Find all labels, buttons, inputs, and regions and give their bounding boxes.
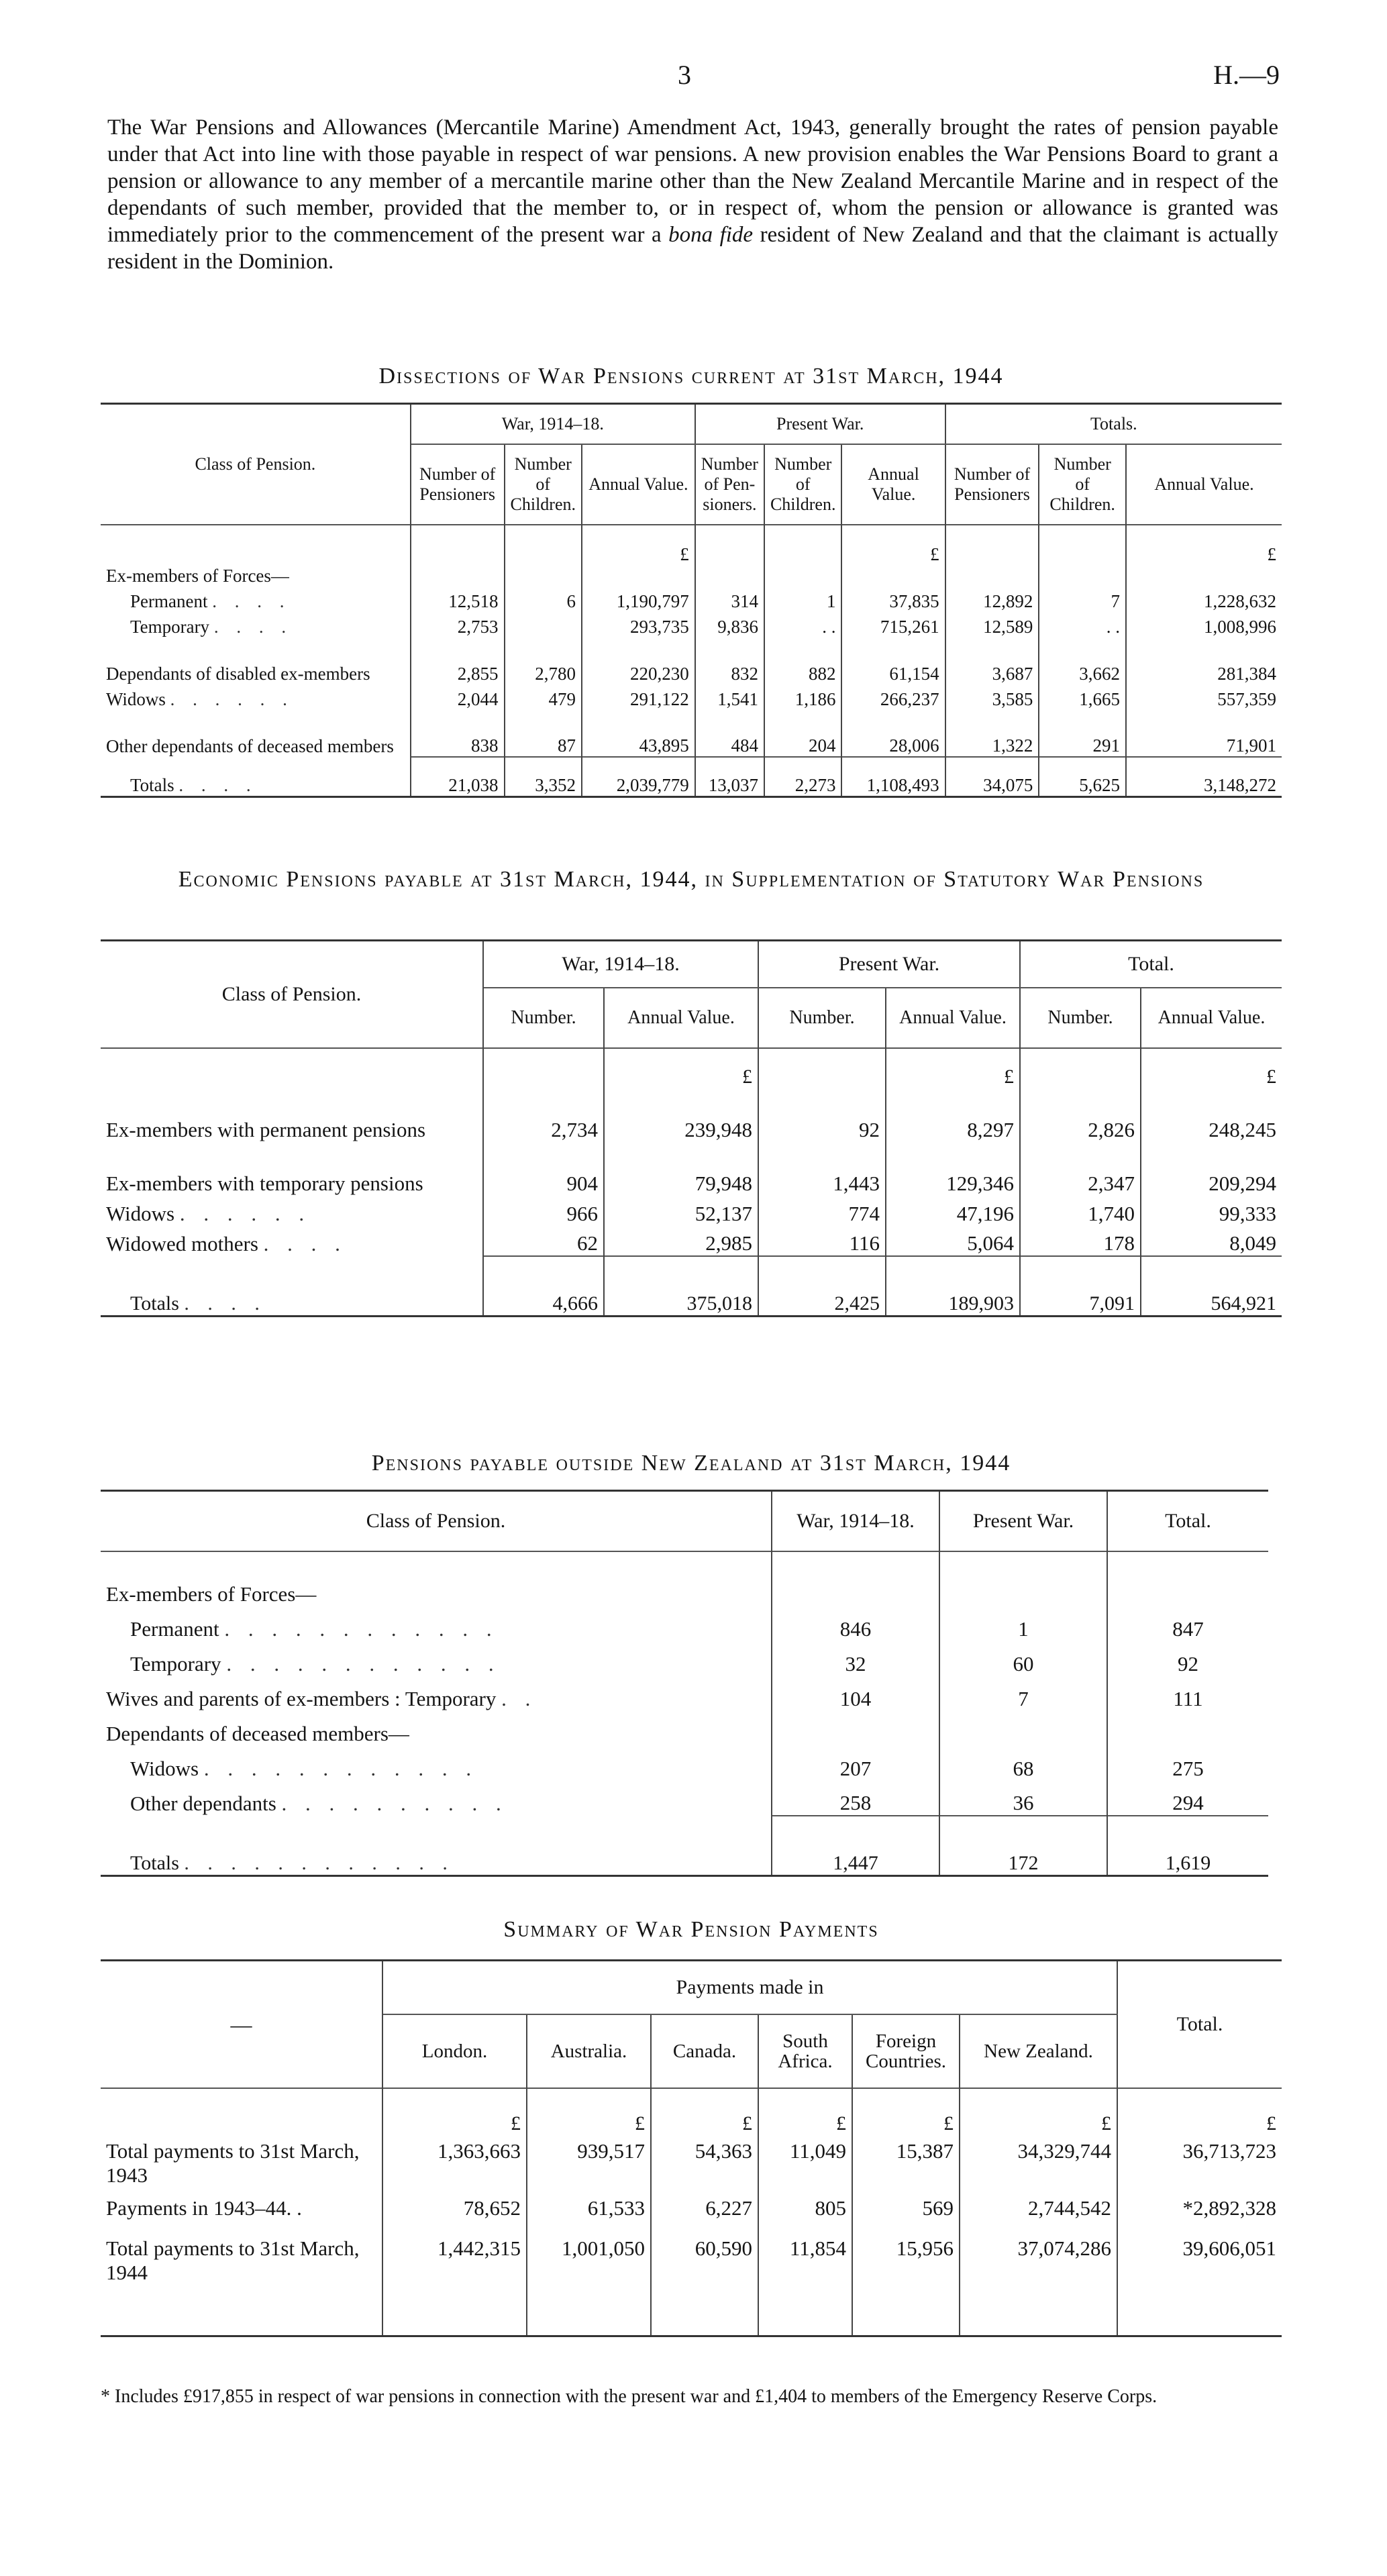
- t1-cell: 12,589: [945, 612, 1039, 637]
- t3-cell: 104: [772, 1676, 939, 1711]
- t4-total-cell: 39,606,051: [1182, 2236, 1276, 2260]
- t1-row-label: [101, 586, 411, 612]
- t3-cell: 36: [939, 1781, 1107, 1816]
- table-row: [101, 1572, 1268, 1606]
- t2-cell: 8,049: [1229, 1231, 1276, 1255]
- row-label-text: Other dependants of deceased members: [106, 735, 394, 756]
- currency-symbol: £: [1267, 544, 1276, 564]
- row-label-text: Ex-members of Forces—: [106, 1582, 317, 1606]
- t1-cell: 2,753: [411, 612, 505, 637]
- t2-sub-header: Number.: [758, 988, 886, 1048]
- table-row: [101, 2192, 1282, 2232]
- t1-sub-header: Number of Children.: [505, 444, 582, 525]
- t3-cell: 32: [772, 1641, 939, 1676]
- t1-cell: 479: [505, 684, 582, 710]
- t2-total-cell: 2,425: [758, 1256, 886, 1317]
- t2-total-cell: 564,921: [1141, 1256, 1282, 1317]
- t1-row-label: [101, 710, 411, 757]
- table-row: [101, 2135, 1282, 2192]
- t1-total-cell: 2,273: [764, 757, 841, 797]
- t1-total-cell: 3,352: [505, 757, 582, 797]
- table-row: [101, 1088, 1282, 1142]
- row-label-text: Other dependants: [130, 1791, 276, 1815]
- t2-row-label: [101, 1088, 483, 1142]
- t3-total-cell: 1,447: [772, 1816, 939, 1876]
- t4-cell: 1,001,050: [527, 2232, 651, 2289]
- t2-sub-header: Annual Value.: [886, 988, 1020, 1048]
- t1-cell: 37,835: [841, 586, 945, 612]
- t2-class-header: Class of Pension.: [101, 941, 483, 1048]
- t1-cell: 220,230: [582, 637, 695, 684]
- t1-cell: 6: [505, 586, 582, 612]
- row-label-text: Dependants of disabled ex-members: [106, 663, 370, 684]
- t1-cell: 838: [411, 710, 505, 757]
- t1-total-cell: 2,039,779: [582, 757, 695, 797]
- t1-cell: 2,855: [411, 637, 505, 684]
- t1-cell: 3,662: [1039, 637, 1126, 684]
- t4-cell: 11,854: [758, 2232, 852, 2289]
- table-row: [101, 1196, 1282, 1226]
- table-row: [101, 2232, 1282, 2289]
- t2-sub-header: Number.: [483, 988, 604, 1048]
- t3-totals-label: Totals . . . . . . . . . . . .: [101, 1816, 772, 1876]
- t2-cell: 774: [758, 1196, 886, 1226]
- t3-row-label: [101, 1781, 772, 1816]
- t4-col-header: Canada.: [651, 2014, 758, 2088]
- row-label-text: Widowed mothers: [106, 1231, 258, 1255]
- currency-symbol: £: [886, 1048, 1020, 1088]
- t4-cell: 37,074,286: [960, 2232, 1117, 2289]
- t1-cell: 71,901: [1226, 735, 1276, 756]
- t1-cell: 291: [1039, 710, 1126, 757]
- currency-symbol: £: [758, 2088, 852, 2135]
- t2-cell: 47,196: [886, 1196, 1020, 1226]
- t4-row-label: Total payments to 31st March, 1943: [101, 2135, 382, 2192]
- t2-cell: 8,297: [886, 1088, 1020, 1142]
- t1-cell: 291,122: [582, 684, 695, 710]
- table-row: [101, 1781, 1268, 1816]
- t4-col-header: Foreign Countries.: [852, 2014, 960, 2088]
- t2-total-cell: 189,903: [886, 1256, 1020, 1317]
- t4-col-header: London.: [382, 2014, 527, 2088]
- t3-header: War, 1914–18.: [772, 1491, 939, 1551]
- t1-cell: 266,237: [841, 684, 945, 710]
- t3-row-label: [101, 1676, 772, 1711]
- intro-text-1: The War Pensions and Allowances (Mercantile Marine) Amendment Act, 1943, generally brought the rates of pension payable under that Act into line with those payable in respect of war pensions. A new provision enables the War Pensions Board to grant a pension or allowance to any member of a mercantile marine other than the New Zealand Mercantile Marine and in respect of the dependants of such member, provided that the member to, or in respect of, whom the pension or allowance is granted was immediately prior to the commencement of the present war a: [107, 115, 1278, 247]
- t2-cell: 92: [758, 1088, 886, 1142]
- t4-cell: 78,652: [382, 2192, 527, 2232]
- currency-symbol: £: [1266, 1065, 1276, 1088]
- t1-cell: 1,186: [764, 684, 841, 710]
- t1-group-label: Ex-members of Forces—: [101, 565, 411, 586]
- row-label-text: Widows: [106, 1201, 175, 1225]
- t4-total-cell: *2,892,328: [1182, 2196, 1276, 2220]
- t3-cell: [939, 1711, 1107, 1746]
- table-row: [101, 586, 1282, 612]
- t1-row-label: [101, 637, 411, 684]
- t3-cell: [772, 1572, 939, 1606]
- currency-symbol: £: [651, 2088, 758, 2135]
- t1-sub-header: Number of Pensioners: [411, 444, 505, 525]
- table3-title: Pensions payable outside New Zealand at 31st March, 1944: [371, 1451, 1011, 1476]
- t1-cell: [505, 612, 582, 637]
- t3-total-cell: 172: [939, 1816, 1107, 1876]
- row-label-text: Permanent: [130, 1616, 219, 1641]
- t1-cell: . .: [764, 612, 841, 637]
- t2-cell: 5,064: [886, 1226, 1020, 1256]
- leader-dots: . . . .: [263, 1231, 347, 1255]
- intro-paragraph: [107, 114, 1278, 275]
- t1-sub-header: Number of Pensioners: [945, 444, 1039, 525]
- leader-dots: . . . . . . . . . . . .: [226, 1651, 501, 1676]
- t2-group-header: War, 1914–18.: [483, 941, 758, 988]
- t2-total-cell: 375,018: [604, 1256, 758, 1317]
- t4-col-header: South Africa.: [758, 2014, 852, 2088]
- t2-cell: 2,347: [1020, 1142, 1141, 1196]
- t4-cell: 11,049: [758, 2135, 852, 2192]
- leader-dots: . . . .: [212, 590, 291, 611]
- table2-title: Economic Pensions payable at 31st March, 1944, in Supplementation of Statutory War Pensions: [178, 867, 1204, 892]
- economic-pensions-table: [101, 939, 1282, 1317]
- t3-cell: 111: [1173, 1686, 1203, 1710]
- t2-cell: 239,948: [604, 1088, 758, 1142]
- row-label-text: Permanent: [130, 590, 208, 611]
- page-number: 3: [678, 60, 691, 90]
- table-row: [101, 1711, 1268, 1746]
- currency-symbol: £: [841, 525, 945, 565]
- t2-cell: 966: [483, 1196, 604, 1226]
- t1-cell: 3,687: [945, 637, 1039, 684]
- row-label-text: Widows: [130, 1756, 199, 1780]
- t2-sub-header: Annual Value.: [604, 988, 758, 1048]
- t4-cell: 15,387: [852, 2135, 960, 2192]
- table-row: [101, 612, 1282, 637]
- t1-sub-header: Number of Pen-sioners.: [695, 444, 764, 525]
- t1-cell: 1: [764, 586, 841, 612]
- t1-cell: 832: [695, 637, 764, 684]
- t3-cell: 207: [772, 1746, 939, 1781]
- currency-symbol: £: [1266, 2112, 1276, 2134]
- t3-row-label: [101, 1641, 772, 1676]
- t4-cell: 34,329,744: [960, 2135, 1117, 2192]
- t1-cell: 314: [695, 586, 764, 612]
- t2-cell: 2,734: [483, 1088, 604, 1142]
- outside-nz-table: [101, 1490, 1268, 1877]
- t4-cell: 1,363,663: [382, 2135, 527, 2192]
- leader-dots: . . . . . .: [170, 688, 294, 709]
- table-row: [101, 1641, 1268, 1676]
- t3-cell: 258: [772, 1781, 939, 1816]
- t1-cell: 43,895: [582, 710, 695, 757]
- intro-italic: bona fide: [668, 223, 754, 247]
- t2-row-label: [101, 1226, 483, 1256]
- table1-title: Dissections of War Pensions current at 31st March, 1944: [378, 364, 1004, 389]
- t2-sub-header: Number.: [1020, 988, 1141, 1048]
- t3-cell: [1107, 1711, 1268, 1746]
- t1-cell: 1,008,996: [1204, 616, 1276, 637]
- t3-row-label: [101, 1572, 772, 1606]
- t2-cell: 2,985: [604, 1226, 758, 1256]
- t3-header: Total.: [1165, 1509, 1211, 1532]
- row-label-text: Dependants of deceased members—: [106, 1721, 409, 1745]
- t2-cell: 178: [1020, 1226, 1141, 1256]
- t3-cell: 1: [939, 1606, 1107, 1641]
- t1-group-present: Present War.: [695, 404, 945, 444]
- intro-text-2: resident of New Zealand and that the claimant is actually resident in the Dominion.: [107, 223, 1279, 274]
- t2-group-header: Total.: [1020, 941, 1282, 988]
- t1-cell: 1,190,797: [582, 586, 695, 612]
- t1-cell: 1,665: [1039, 684, 1126, 710]
- t1-total-cell: 1,108,493: [841, 757, 945, 797]
- t1-cell: 204: [764, 710, 841, 757]
- footnote: * Includes £917,855 in respect of war pensions in connection with the present war and £1,404 to members of the Emergency Reserve Corps.: [101, 2386, 1158, 2407]
- t4-cell: 939,517: [527, 2135, 651, 2192]
- t1-cell: 1,541: [695, 684, 764, 710]
- table-row: [101, 1746, 1268, 1781]
- dissections-table: [101, 403, 1282, 798]
- t1-sub-header: Annual Value.: [841, 444, 945, 525]
- t1-cell: 9,836: [695, 612, 764, 637]
- table-row: [101, 1606, 1268, 1641]
- summary-table: [101, 1959, 1282, 2337]
- leader-dots: . . . . . .: [179, 1201, 311, 1225]
- t3-header: Present War.: [939, 1491, 1107, 1551]
- t2-cell: 62: [483, 1226, 604, 1256]
- t4-total-header: Total.: [1176, 2012, 1223, 2035]
- t3-cell: 7: [939, 1676, 1107, 1711]
- t1-total-cell: 13,037: [695, 757, 764, 797]
- currency-symbol: £: [604, 1048, 758, 1088]
- t3-cell: [772, 1711, 939, 1746]
- t4-group-header: Payments made in: [382, 1961, 1117, 2014]
- t1-cell: 61,154: [841, 637, 945, 684]
- table-row: [101, 1676, 1268, 1711]
- t4-cell: 805: [758, 2192, 852, 2232]
- t3-cell: 846: [772, 1606, 939, 1641]
- t1-row-label: [101, 612, 411, 637]
- t4-cell: 569: [852, 2192, 960, 2232]
- currency-symbol: £: [582, 525, 695, 565]
- t1-cell: 882: [764, 637, 841, 684]
- row-label-text: Temporary: [130, 616, 210, 637]
- t4-cell: 61,533: [527, 2192, 651, 2232]
- t1-cell: 2,044: [411, 684, 505, 710]
- t1-total-cell: 3,148,272: [1126, 757, 1282, 797]
- table4-title: Summary of War Pension Payments: [503, 1917, 879, 1942]
- t2-cell: 1,443: [758, 1142, 886, 1196]
- t2-row-label: [101, 1142, 483, 1196]
- t3-row-label: [101, 1711, 772, 1746]
- row-label-text: Ex-members with permanent pensions: [106, 1117, 426, 1141]
- t3-cell: [1107, 1572, 1268, 1606]
- t1-cell: . .: [1039, 612, 1126, 637]
- t1-sub-header: Annual Value.: [582, 444, 695, 525]
- t2-cell: 129,346: [886, 1142, 1020, 1196]
- table-row: [101, 1226, 1282, 1256]
- t4-col-header: New Zealand.: [960, 2014, 1117, 2088]
- document-reference: H.—9: [1213, 60, 1280, 90]
- t1-cell: 28,006: [841, 710, 945, 757]
- t3-total-cell: 1,619: [1107, 1816, 1268, 1876]
- t1-sub-header: Number of Children.: [764, 444, 841, 525]
- currency-symbol: £: [852, 2088, 960, 2135]
- t1-sub-header: Number of Children.: [1039, 444, 1126, 525]
- t1-total-cell: 5,625: [1039, 757, 1126, 797]
- t1-cell: 2,780: [505, 637, 582, 684]
- row-label-text: Temporary: [130, 1651, 221, 1676]
- t4-dash: —: [101, 1961, 382, 2088]
- t1-class-header: Class of Pension.: [101, 404, 411, 525]
- table-row: [101, 1142, 1282, 1196]
- t1-cell: 1,322: [945, 710, 1039, 757]
- t1-total-cell: 21,038: [411, 757, 505, 797]
- table-row: [101, 684, 1282, 710]
- t4-cell: 15,956: [852, 2232, 960, 2289]
- t2-total-cell: 4,666: [483, 1256, 604, 1317]
- t1-sub-header: Annual Value.: [1154, 474, 1254, 494]
- t4-cell: 2,744,542: [960, 2192, 1117, 2232]
- row-label-text: Widows: [106, 688, 166, 709]
- row-label-text: Ex-members with temporary pensions: [106, 1171, 423, 1195]
- t1-cell: 3,585: [945, 684, 1039, 710]
- t4-cell: 54,363: [651, 2135, 758, 2192]
- t2-group-header: Present War.: [758, 941, 1020, 988]
- t1-cell: 557,359: [1217, 688, 1276, 709]
- currency-symbol: £: [527, 2088, 651, 2135]
- t3-cell: 60: [939, 1641, 1107, 1676]
- t2-total-cell: 7,091: [1020, 1256, 1141, 1317]
- t2-row-label: [101, 1196, 483, 1226]
- t1-total-cell: 34,075: [945, 757, 1039, 797]
- currency-symbol: £: [382, 2088, 527, 2135]
- currency-symbol: £: [960, 2088, 1117, 2135]
- t4-row-label: Total payments to 31st March, 1944: [101, 2232, 382, 2289]
- t2-cell: 79,948: [604, 1142, 758, 1196]
- t2-cell: 904: [483, 1142, 604, 1196]
- t1-cell: 12,518: [411, 586, 505, 612]
- leader-dots: . . . . . . . . . . . .: [224, 1616, 499, 1641]
- t3-cell: 847: [1172, 1616, 1204, 1641]
- t4-cell: 6,227: [651, 2192, 758, 2232]
- t3-row-label: [101, 1746, 772, 1781]
- t1-row-label: [101, 684, 411, 710]
- t2-totals-label: Totals . . . .: [101, 1256, 483, 1317]
- t3-cell: 275: [1172, 1756, 1204, 1780]
- t4-col-header: Australia.: [527, 2014, 651, 2088]
- leader-dots: . . . . . . . . . .: [281, 1791, 508, 1815]
- t3-cell: [939, 1572, 1107, 1606]
- t1-cell: 293,735: [582, 612, 695, 637]
- t3-row-label: [101, 1606, 772, 1641]
- t2-cell: 99,333: [1219, 1201, 1276, 1225]
- t2-cell: 2,826: [1020, 1088, 1141, 1142]
- t1-cell: 484: [695, 710, 764, 757]
- t1-cell: 1,228,632: [1204, 590, 1276, 611]
- t1-cell: 87: [505, 710, 582, 757]
- t2-sub-header: Annual Value.: [1158, 1007, 1266, 1028]
- t4-row-label: Payments in 1943–44. .: [101, 2192, 382, 2232]
- table-row: [101, 710, 1282, 757]
- table-row: [101, 637, 1282, 684]
- t1-cell: 715,261: [841, 612, 945, 637]
- t4-cell: 60,590: [651, 2232, 758, 2289]
- t2-cell: 52,137: [604, 1196, 758, 1226]
- t2-cell: 1,740: [1020, 1196, 1141, 1226]
- t3-cell: 92: [1178, 1651, 1198, 1676]
- row-label-text: Wives and parents of ex-members : Temporary: [106, 1686, 497, 1710]
- t2-cell: 248,245: [1209, 1117, 1276, 1141]
- t1-cell: 7: [1039, 586, 1126, 612]
- t1-group-ww1: War, 1914–18.: [411, 404, 695, 444]
- t3-cell: 294: [1172, 1790, 1204, 1814]
- t2-cell: 116: [758, 1226, 886, 1256]
- leader-dots: . . . . . . . . . . . .: [203, 1756, 478, 1780]
- t1-cell: 281,384: [1217, 663, 1276, 684]
- t4-cell: 1,442,315: [382, 2232, 527, 2289]
- leader-dots: . . . .: [213, 616, 293, 637]
- leader-dots: . .: [501, 1686, 537, 1710]
- t2-cell: 209,294: [1209, 1171, 1276, 1195]
- t4-total-cell: 36,713,723: [1182, 2139, 1276, 2163]
- t1-cell: 12,892: [945, 586, 1039, 612]
- t3-header: Class of Pension.: [101, 1491, 772, 1551]
- t3-cell: 68: [939, 1746, 1107, 1781]
- t1-totals-label: Totals . . . .: [101, 757, 411, 797]
- t1-group-totals: Totals.: [945, 404, 1282, 444]
